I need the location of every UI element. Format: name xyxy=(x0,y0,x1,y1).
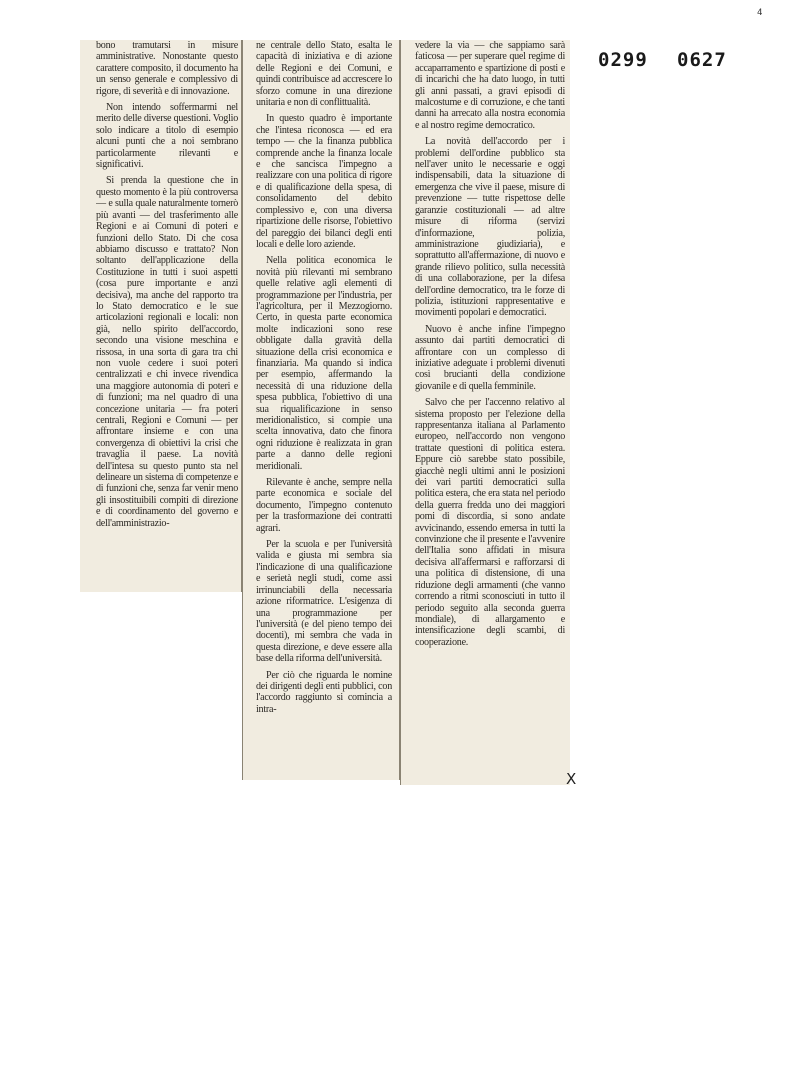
paragraph: Non intendo soffermarmi nel merito delle diverse questioni. Voglio solo indicare a titolo di esempio alcuni punti che a noi sembrano particolarmente rilevanti e significativi. xyxy=(96,102,238,171)
paragraph: Nuovo è anche infine l'impegno assunto dai partiti democratici di affrontare con un complesso di iniziative adeguate i problemi divenuti così brucianti della condizione giovanile e di quella femminile. xyxy=(415,323,565,392)
article-column-2 xyxy=(256,40,392,780)
paragraph: Rilevante è anche, sempre nella parte economica e sociale del documento, l'impegno contenuto per la trasformazione dei contratti agrari. xyxy=(256,477,392,534)
paragraph: Per ciò che riguarda le nomine dei dirigenti degli enti pubblici, con l'accordo raggiunto si comincia a intra- xyxy=(256,669,392,715)
paragraph: vedere la via — che sappiamo sarà faticosa — per superare quel regime di accaparramento e spartizione di posti e di incarichi che ha dato luogo, in tutti gli anni passati, a gravi episodi di malcostume e di corruzione, e che tanti danni ha arrecato alla nostra economia e al nostro regime democratico. xyxy=(415,40,565,131)
paragraph: Per la scuola e per l'università valida e giusta mi sembra sia l'indicazione di una qualificazione e serietà negli studi, come assi irrinunciabili della necessaria azione riformatrice. L'esigenza di una programmazione per l'università (e del pieno tempo dei docenti), mi sembra che vada in questa direzione, e deve essere alla base della riforma dell'università. xyxy=(256,539,392,665)
paragraph: ne centrale dello Stato, esalta le capacità di iniziativa e di azione delle Regioni e dei Comuni, e quindi contribuisce ad accrescere lo sforzo comune in una direzione unitaria e non di conflittualità. xyxy=(256,40,392,109)
document-code-right: 0627 xyxy=(677,49,727,71)
paragraph: Si prenda la questione che in questo momento è la più controversa — e sulla quale naturalmente tornerò più avanti — del trasferimento alle Regioni e ai Comuni di poteri e funzioni dello Stato. Di che cosa abbiamo discusso e trattato? Non soltanto dell'applicazione della Costituzione in tutti i suoi aspetti (cosa pure importante e anzi decisiva), ma anche del rapporto tra lo Stato democratico e le sue articolazioni regionali e locali: non già, nello spirito dell'accordo, secondo una visione meschina e rissosa, in una sorta di gara tra chi non vuole cedere i suoi poteri centralizzati e chi invece rivendica una maggiore autonomia di poteri e di funzioni; ma nel quadro di una concezione unitaria — fra poteri centrali, Regioni e Comuni — per affrontare insieme e con una convergenza di obiettivi la crisi che travaglia il paese. La novità dell'intesa su questo punto sta nel delineare un sistema di competenze e di funzioni che, senza far venir meno gli insostituibili compiti di direzione e di coordinamento del governo e dell'amministrazio- xyxy=(96,175,238,529)
paragraph: Salvo che per l'accenno relativo al sistema proposto per l'elezione della rappresentanza italiana al Parlamento europeo, nell'accordo non vengono trattate questioni di politica estera. Eppure ciò sarebbe stato possibile, giacchè negli ultimi anni le posizioni dei vari partiti democratici sulla politica estera, che era stata nel periodo della guerra fredda uno dei maggiori pomi di discordia, si sono andate avvicinando, essendo emersa in tutti la convinzione che il presente e l'avvenire dell'Italia sono affidati in misura decisiva all'affermarsi e rafforzarsi di una politica di distensione, di una riduzione degli armamenti (che vanno correndo a ritmi sconosciuti in tutto il periodo seguito alla seconda guerra mondiale), di allargamento e intensificazione degli scambi, di cooperazione. xyxy=(415,397,565,648)
handwritten-mark: X xyxy=(566,770,577,788)
paragraph: bono tramutarsi in misure amministrative. Nonostante questo carattere composito, il documento ha un senso generale e complessivo di rigore, di severità e di innovazione. xyxy=(96,40,238,97)
paragraph: La novità dell'accordo per i problemi dell'ordine pubblico sta nell'aver unito le necessarie e oggi indispensabili, data la situazione di emergenza che vive il paese, misure di prevenzione — tutte rispettose delle garanzie costituzionali — ad altre misure di riforma (servizi d'informazione, polizia, amministrazione giudiziaria), e soprattutto all'affermazione, di nuovo e grande rilievo politico, sulla necessità di una collaborazione, per la difesa dell'ordine democratico, tra le forze di polizia, istituzioni rappresentative e movimenti popolari e democratici. xyxy=(415,136,565,319)
paragraph: In questo quadro è importante che l'intesa riconosca — ed era tempo — che la finanza pubblica comprende anche la finanza locale e che sancisca l'impegno a realizzare con una politica di rigore e di qualificazione della spesa, di consolidamento del debito complessivo e, con una diversa ripartizione delle risorse, l'obiettivo del pareggio dei bilanci degli enti locali e delle loro aziende. xyxy=(256,113,392,250)
article-column-1 xyxy=(96,40,238,590)
page-number: 4 xyxy=(757,8,763,18)
paragraph: Nella politica economica le novità più rilevanti mi sembrano quelle relative agli elementi di programmazione per l'industria, per l'agricoltura, per il Mezzogiorno. Certo, in questa parte economica molte indicazioni sono rese obbligate dalla gravità della situazione della crisi economica e finanziaria. Ma quando si indica per esempio, affermando la necessità di una riduzione della spesa pubblica, l'obiettivo di una sua riqualificazione in senso meridionalistico, si compie una scelta innovativa, dato che finora ogni riduzione è realizzata in gran parte a danno delle regioni meridionali. xyxy=(256,255,392,472)
article-column-3 xyxy=(415,40,565,785)
document-code-left: 0299 xyxy=(598,49,648,71)
